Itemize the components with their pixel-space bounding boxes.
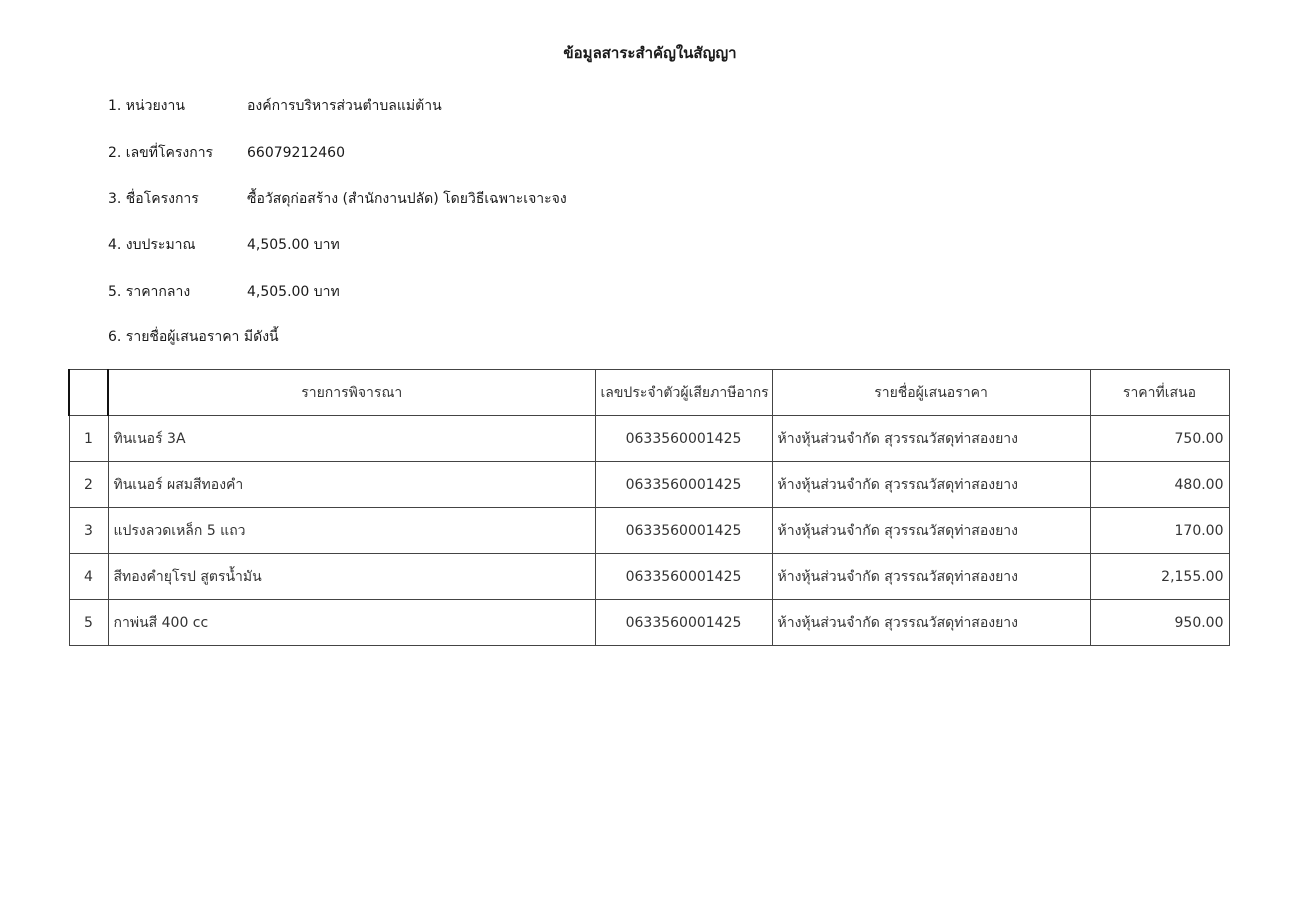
header-bidder: รายชื่อผู้เสนอราคา: [772, 370, 1090, 416]
info-value: 4,505.00 บาท: [247, 284, 340, 300]
item-name: ทินเนอร์ ผสมสีทองคำ: [108, 462, 595, 508]
info-label: 5. ราคากลาง: [108, 284, 191, 300]
offered-price: 170.00: [1090, 508, 1229, 554]
info-label: 3. ชื่อโครงการ: [108, 191, 199, 207]
bidders-table: [68, 369, 1230, 646]
table-row: [69, 416, 1229, 462]
header-price: ราคาที่เสนอ: [1090, 370, 1229, 416]
bidder-name: ห้างหุ้นส่วนจำกัด สุวรรณวัสดุท่าสองยาง: [772, 508, 1090, 554]
row-number: 3: [69, 508, 108, 554]
row-number: 5: [69, 600, 108, 646]
info-value: 66079212460: [247, 145, 345, 161]
table-row: [69, 600, 1229, 646]
info-value: องค์การบริหารส่วนตำบลแม่ต้าน: [247, 98, 442, 114]
table-row: [69, 462, 1229, 508]
bidder-name: ห้างหุ้นส่วนจำกัด สุวรรณวัสดุท่าสองยาง: [772, 416, 1090, 462]
table-header-row: [69, 370, 1229, 416]
item-name: สีทองคำยุโรป สูตรน้ำมัน: [108, 554, 595, 600]
bidder-name: ห้างหุ้นส่วนจำกัด สุวรรณวัสดุท่าสองยาง: [772, 600, 1090, 646]
tax-id: 0633560001425: [595, 554, 772, 600]
info-label: 1. หน่วยงาน: [108, 98, 185, 114]
table-row: [69, 554, 1229, 600]
tax-id: 0633560001425: [595, 416, 772, 462]
info-label: 2. เลขที่โครงการ: [108, 145, 214, 161]
tax-id: 0633560001425: [595, 508, 772, 554]
tax-id: 0633560001425: [595, 462, 772, 508]
bidders-heading: 6. รายชื่อผู้เสนอราคา มีดังนี้: [108, 329, 279, 345]
info-value: 4,505.00 บาท: [247, 237, 340, 253]
offered-price: 750.00: [1090, 416, 1229, 462]
item-name: กาพ่นสี 400 cc: [108, 600, 595, 646]
info-label: 4. งบประมาณ: [108, 237, 196, 253]
offered-price: 480.00: [1090, 462, 1229, 508]
item-name: แปรงลวดเหล็ก 5 แถว: [108, 508, 595, 554]
offered-price: 2,155.00: [1090, 554, 1229, 600]
bidder-name: ห้างหุ้นส่วนจำกัด สุวรรณวัสดุท่าสองยาง: [772, 554, 1090, 600]
table-row: [69, 508, 1229, 554]
row-number: 4: [69, 554, 108, 600]
offered-price: 950.00: [1090, 600, 1229, 646]
header-no: [69, 370, 108, 416]
header-tax-id: เลขประจำตัวผู้เสียภาษีอากร: [595, 370, 772, 416]
page-title: ข้อมูลสาระสำคัญในสัญญา: [563, 44, 737, 62]
bidder-name: ห้างหุ้นส่วนจำกัด สุวรรณวัสดุท่าสองยาง: [772, 462, 1090, 508]
item-name: ทินเนอร์ 3A: [108, 416, 595, 462]
header-item: รายการพิจารณา: [108, 370, 595, 416]
row-number: 1: [69, 416, 108, 462]
info-value: ซื้อวัสดุก่อสร้าง (สำนักงานปลัด) โดยวิธีเฉพาะเจาะจง: [247, 191, 567, 207]
tax-id: 0633560001425: [595, 600, 772, 646]
row-number: 2: [69, 462, 108, 508]
